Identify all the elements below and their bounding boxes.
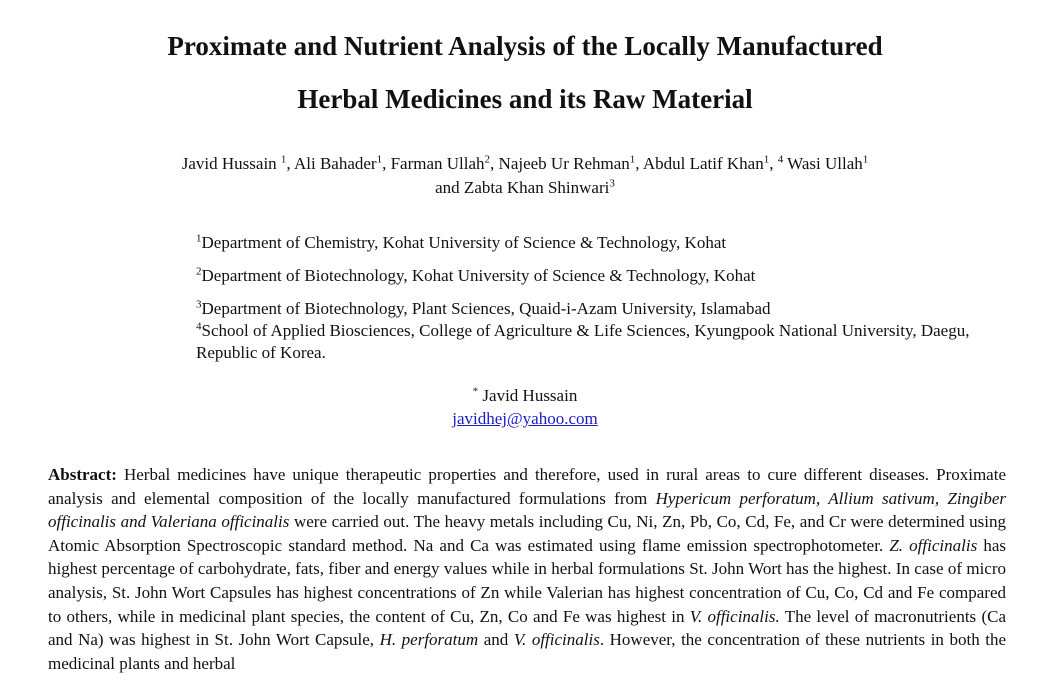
author-text: , Abdul Latif Khan [635, 154, 764, 173]
affiliation-number: 4 [196, 320, 202, 333]
corresponding-mark: * [472, 385, 479, 398]
author-text: , Najeeb Ur Rehman [490, 154, 630, 173]
affiliation-number: 1 [196, 232, 202, 245]
author-text: , Farman Ullah [382, 154, 485, 173]
abstract-text: The level of macronutrients (Ca and Na) was highest in St. John Wort Capsule, [48, 606, 1006, 650]
author-superscript: 1 [862, 153, 869, 166]
affiliation-1 [196, 232, 996, 254]
author-text: Javid Hussain [181, 154, 281, 173]
affiliation-text: School of Applied Biosciences, College of Agriculture & Life Sciences, Kyungpook National University, Daegu, Republic of Korea. [196, 321, 970, 362]
corresponding-name: Javid Hussain [478, 386, 578, 405]
abstract-text: Herbal medicines have unique therapeutic properties and therefore, used in rural areas to cure different diseases. Proximate analysis and elemental composition of the locally manufactured formulations from [48, 465, 1006, 508]
abstract-text: . However, the concentration of these nutrients in both the medicinal plants and herbal [48, 630, 1007, 673]
author-superscript: 2 [484, 153, 491, 166]
abstract-text: has highest percentage of carbohydrate, fats, fiber and energy values while in herbal formulations St. John Wort has the highest. In case of micro analysis, St. John Wort Capsules has highest concentrations of Zn while Valerian has highest concentration of Cu, Co, Cd and Fe compared to others, while in medicinal plant species, the content of Cu, Zn, Co and Fe was highest in [48, 535, 1006, 626]
author-superscript: 1 [629, 153, 636, 166]
affiliation-number: 2 [196, 265, 202, 278]
abstract-italic: V. officinalis. [689, 606, 780, 626]
abstract-label: Abstract: [48, 465, 117, 484]
author-superscript: 3 [609, 177, 615, 190]
paper-title-line-1: Proximate and Nutrient Analysis of the Locally Manufactured [167, 31, 883, 61]
authors-line-1 [0, 154, 1050, 174]
paper-title-line-2: Herbal Medicines and its Raw Material [297, 84, 753, 114]
abstract-italic: V. officinalis [513, 630, 600, 650]
author-text: , Ali Bahader [286, 154, 377, 173]
author-superscript: 1 [763, 153, 770, 166]
author-text: Wasi Ullah [783, 154, 863, 173]
author-text: and Zabta Khan Shinwari [435, 178, 610, 197]
affiliation-text: Department of Biotechnology, Plant Sciences, Quaid-i-Azam University, Islamabad [201, 299, 771, 318]
abstract-paragraph [48, 463, 1006, 675]
corresponding-author [0, 386, 1050, 406]
corresponding-email-link[interactable]: javidhej@yahoo.com [452, 409, 598, 428]
author-superscript: 4 [777, 153, 784, 166]
author-superscript: 1 [376, 153, 383, 166]
abstract-text: and [478, 630, 514, 650]
affiliation-text: Department of Biotechnology, Kohat University of Science & Technology, Kohat [201, 266, 756, 285]
affiliation-2 [196, 265, 996, 287]
author-superscript: 1 [280, 153, 287, 166]
affiliation-3 [196, 298, 996, 320]
author-text: , [769, 154, 778, 173]
abstract-italic: Z. officinalis [889, 535, 978, 555]
authors-line-2 [0, 178, 1050, 198]
affiliation-number: 3 [196, 298, 202, 311]
affiliation-4 [196, 320, 996, 364]
affiliation-text: Department of Chemistry, Kohat University of Science & Technology, Kohat [201, 233, 727, 252]
abstract-italic: H. perforatum [379, 630, 479, 650]
abstract-text: were carried out. The heavy metals including Cu, Ni, Zn, Pb, Co, Cd, Fe, and Cr were determined using Atomic Absorption Spectroscopic standard method. Na and Ca was estimated using flame emission spectrophotometer. [48, 512, 1006, 555]
abstract-italic: Hypericum perforatum, Allium sativum, Zingiber officinalis and Valeriana officinalis [48, 488, 1007, 532]
